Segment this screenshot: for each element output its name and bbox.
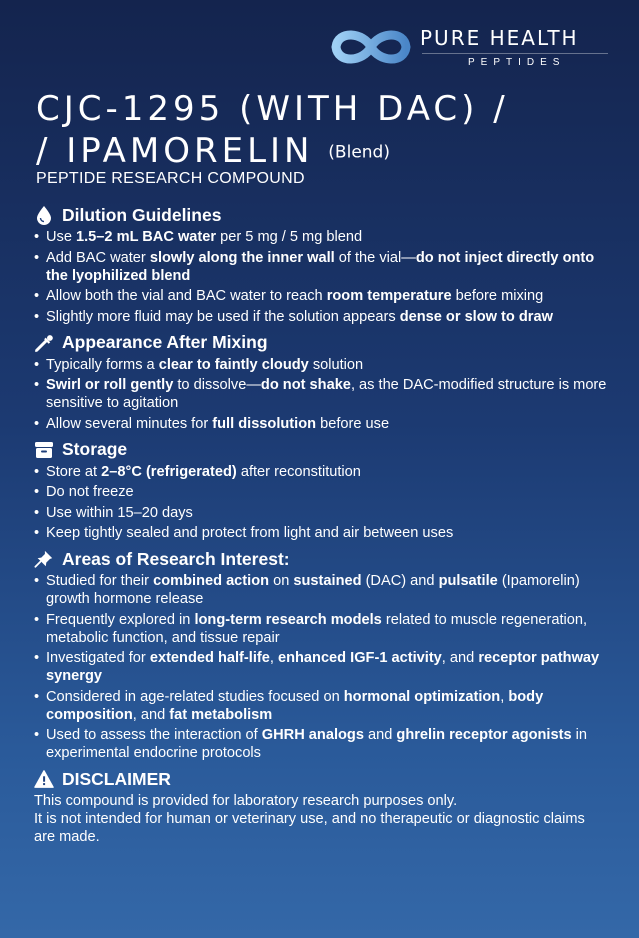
text: solution xyxy=(308,356,364,373)
bullet-list xyxy=(34,572,609,762)
title-line-2 xyxy=(36,130,616,174)
section-heading xyxy=(34,202,609,228)
bold-text: do not shake xyxy=(260,377,351,393)
section-2 xyxy=(34,330,609,433)
list-item xyxy=(34,249,609,285)
infinity-logo-icon xyxy=(330,24,412,70)
bullet-list xyxy=(34,463,609,543)
text: Used to assess the interaction of xyxy=(46,727,262,743)
text: (Ipamorelin) growth hormone release xyxy=(46,573,580,607)
bold-text: full dissolution xyxy=(212,415,317,432)
text: , and xyxy=(132,706,170,723)
section-title: Areas of Research Interest: xyxy=(62,548,290,569)
text: , xyxy=(500,688,509,705)
text: , xyxy=(269,650,278,666)
title-line-1: CJC-1295 (WITH DAC) / xyxy=(36,89,509,129)
text: Studied for their xyxy=(46,573,154,589)
section-heading xyxy=(34,330,609,356)
bold-text: room temperature xyxy=(326,288,452,304)
bold-text: long-term research models xyxy=(194,611,382,628)
text: Allow both the vial and BAC water to reach xyxy=(46,288,327,304)
section-3 xyxy=(34,437,609,543)
page-subtitle: PEPTIDE RESEARCH COMPOUND xyxy=(36,170,305,187)
bold-text: clear to faintly cloudy xyxy=(158,356,309,373)
section-1 xyxy=(34,202,609,326)
list-item xyxy=(34,524,609,542)
brand-logo xyxy=(330,24,620,74)
list-item xyxy=(34,611,609,647)
bold-text: extended half-life xyxy=(149,650,270,666)
list-item xyxy=(34,287,609,305)
section-4 xyxy=(34,546,609,762)
text: Do not freeze xyxy=(46,484,134,500)
bold-text: Swirl or roll gently xyxy=(46,377,174,393)
section-title: Dilution Guidelines xyxy=(62,204,222,225)
list-item xyxy=(34,726,609,762)
bold-text: body composition xyxy=(46,688,544,723)
bold-text: pulsatile xyxy=(438,573,498,589)
text: Store at xyxy=(46,463,102,480)
bold-text: 2–8°C (refrigerated) xyxy=(101,463,237,480)
brand-subtitle: PEPTIDES xyxy=(468,57,566,68)
text: Slightly more fluid may be used if the solution appears xyxy=(46,308,400,325)
section-title: Storage xyxy=(62,439,128,459)
text: to dissolve— xyxy=(173,377,261,393)
bold-text: enhanced IGF-1 activity xyxy=(277,650,442,666)
brand-name: PURE HEALTH xyxy=(420,26,579,50)
text: Add BAC water xyxy=(46,249,150,266)
bullet-list xyxy=(34,228,609,326)
text: per 5 mg / 5 mg blend xyxy=(216,229,363,245)
text: related to muscle regeneration, metabolic function, and tissue repair xyxy=(46,611,588,646)
list-item xyxy=(34,356,609,374)
bold-text: 1.5–2 mL BAC water xyxy=(76,229,217,245)
text: , as the DAC-modified structure is more sensitive to agitation xyxy=(46,377,607,411)
text: Keep tightly sealed and protect from light and air between uses xyxy=(46,525,454,541)
text: before mixing xyxy=(451,288,544,304)
list-item xyxy=(34,463,609,481)
text: before use xyxy=(316,415,390,432)
text: Frequently explored in xyxy=(46,611,195,628)
list-item xyxy=(34,415,609,433)
bold-text: dense or slow to draw xyxy=(399,308,553,325)
text: after reconstitution xyxy=(236,463,361,480)
bullet-list xyxy=(34,356,609,433)
text: , and xyxy=(441,650,479,666)
droplet-icon xyxy=(34,205,54,225)
page-title xyxy=(36,88,616,174)
text: Considered in age-related studies focused on xyxy=(46,688,344,705)
text: and xyxy=(363,727,397,743)
text: on xyxy=(269,573,294,589)
pipette-icon xyxy=(34,333,54,353)
section-heading xyxy=(34,437,609,463)
text: of the vial— xyxy=(334,249,416,266)
section-title: Appearance After Mixing xyxy=(62,332,268,352)
list-item xyxy=(34,688,609,724)
list-item xyxy=(34,228,609,246)
sections-container xyxy=(34,202,609,762)
section-heading xyxy=(34,546,609,572)
disclaimer-line-2: It is not intended for human or veterinary use, and no therapeutic or diagnostic claims are made. xyxy=(34,811,585,845)
list-item xyxy=(34,572,609,608)
content xyxy=(34,200,609,850)
bold-text: receptor pathway synergy xyxy=(46,650,600,684)
list-item xyxy=(34,376,609,412)
bold-text: fat metabolism xyxy=(169,706,273,723)
brand-divider xyxy=(422,53,608,54)
text: Typically forms a xyxy=(46,356,159,373)
text: Use xyxy=(46,229,77,245)
bold-text: sustained xyxy=(293,573,362,589)
disclaimer-heading xyxy=(34,766,609,792)
list-item xyxy=(34,649,609,685)
text: in experimental endocrine protocols xyxy=(46,727,588,761)
title-blend: (Blend) xyxy=(328,142,390,163)
list-item xyxy=(34,483,609,501)
disclaimer-title: DISCLAIMER xyxy=(62,768,171,789)
bold-text: do not inject directly onto the lyophilized blend xyxy=(46,249,595,284)
storage-box-icon xyxy=(34,440,54,460)
text: Use within 15–20 days xyxy=(46,504,193,521)
text: Investigated for xyxy=(46,650,150,666)
text: (DAC) and xyxy=(361,573,439,589)
bold-text: hormonal optimization xyxy=(343,688,501,705)
pushpin-icon xyxy=(34,549,54,569)
list-item xyxy=(34,308,609,326)
text: Allow several minutes for xyxy=(46,415,213,432)
list-item xyxy=(34,504,609,522)
disclaimer-section xyxy=(34,766,609,846)
title-line-2-text: / IPAMORELIN xyxy=(36,131,314,171)
bold-text: combined action xyxy=(153,573,270,589)
warning-icon xyxy=(34,769,54,789)
disclaimer-line-1: This compound is provided for laboratory research purposes only. xyxy=(34,793,458,809)
bold-text: ghrelin receptor agonists xyxy=(396,727,572,743)
bold-text: slowly along the inner wall xyxy=(149,249,335,266)
bold-text: GHRH analogs xyxy=(261,727,364,743)
